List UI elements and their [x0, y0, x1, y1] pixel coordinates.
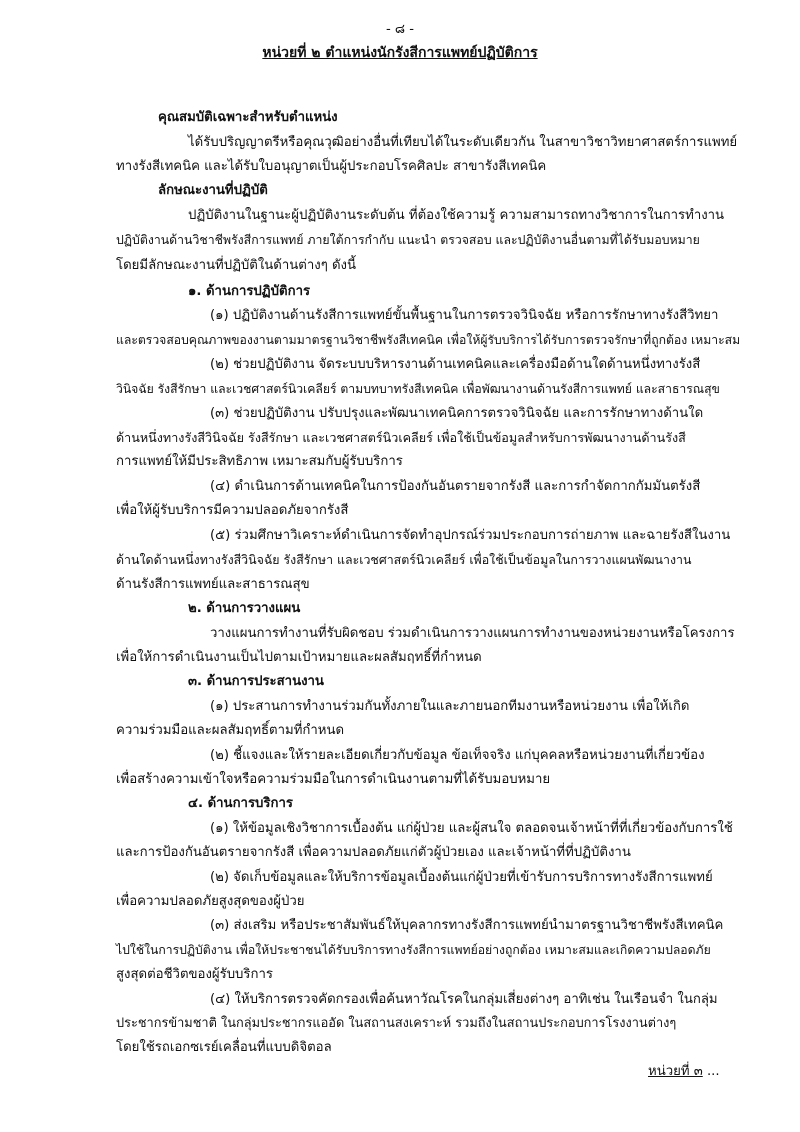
- job-nature-heading: ลักษณะงานที่ปฏิบัติ: [158, 183, 268, 198]
- next-unit-label: หน่วยที่ ๓: [648, 1064, 703, 1079]
- job-nature-line: ปฏิบัติงานด้านวิชาชีพรังสีการแพทย์ ภายใต้การกำกับ แนะนำ ตรวจสอบ และปฏิบัติงานอื่นตามที่ได้รับมอบหมาย: [116, 233, 700, 247]
- qualifications-heading: คุณสมบัติเฉพาะสำหรับตำแหน่ง: [158, 110, 338, 125]
- section-item-line: (๔) ให้บริการตรวจคัดกรองเพื่อค้นหาวัณโรคในกลุ่มเสี่ยงต่างๆ อาทิเช่น ในเรือนจำ ในกลุ่ม: [210, 992, 718, 1007]
- section-heading: ๓. ด้านการประสานงาน: [188, 674, 324, 689]
- section-item-line: การแพทย์ให้มีประสิทธิภาพ เหมาะสมกับผู้รับบริการ: [116, 454, 403, 469]
- job-nature-line: โดยมีลักษณะงานที่ปฏิบัติในด้านต่างๆ ดังนี้: [116, 258, 356, 273]
- page-number: - ๘ -: [385, 22, 415, 37]
- section-item-line: (๔) ดำเนินการด้านเทคนิคในการป้องกันอันตรายจากรังสี และการกำจัดกากกัมมันตรังสี: [210, 479, 701, 494]
- section-item-line: (๓) ส่งเสริม หรือประชาสัมพันธ์ให้บุคลากรทางรังสีการแพทย์นำมาตรฐานวิชาชีพรังสีเทคนิค: [210, 918, 724, 933]
- section-heading: ๑. ด้านการปฏิบัติการ: [188, 284, 311, 299]
- section-item-line: (๒) ชี้แจงและให้รายละเอียดเกี่ยวกับข้อมูล ข้อเท็จจริง แก่บุคคลหรือหน่วยงานที่เกี่ยวข้อง: [210, 748, 705, 763]
- section-item-line: (๑) ให้ข้อมูลเชิงวิชาการเบื้องต้น แก่ผู้ป่วย และผู้สนใจ ตลอดจนเจ้าหน้าที่ที่เกี่ยวข้องกับการใช้: [210, 821, 733, 836]
- section-item-line: (๑) ประสานการทำงานร่วมกันทั้งภายในและภายนอกทีมงานหรือหน่วยงาน เพื่อให้เกิด: [210, 699, 690, 714]
- section-item-line: เพื่อให้การดำเนินงานเป็นไปตามเป้าหมายและผลสัมฤทธิ์ที่กำหนด: [116, 650, 482, 665]
- job-nature-line: ปฏิบัติงานในฐานะผู้ปฏิบัติงานระดับต้น ที่ต้องใช้ความรู้ ความสามารถทางวิชาการในการทำงาน: [188, 208, 725, 223]
- section-item-line: เพื่อสร้างความเข้าใจหรือความร่วมมือในการดำเนินงานตามที่ได้รับมอบหมาย: [116, 772, 551, 787]
- section-item-line: (๓) ช่วยปฏิบัติงาน ปรับปรุงและพัฒนาเทคนิคการตรวจวินิจฉัย และการรักษาทางด้านใด: [210, 406, 704, 421]
- footer-ellipsis: ...: [706, 1064, 720, 1079]
- next-unit-footer: [648, 1062, 720, 1081]
- section-item-line: ประชากรข้ามชาติ ในกลุ่มประชากรแออัด ในสถานสงเคราะห์ รวมถึงในสถานประกอบการโรงงานต่างๆ: [116, 1016, 677, 1031]
- section-item-line: วินิจฉัย รังสีรักษา และเวชศาสตร์นิวเคลียร์ ตามบทบาทรังสีเทคนิค เพื่อพัฒนางานด้านรังสีการแพทย์ และสาธารณสุข: [116, 382, 720, 396]
- section-item-line: สูงสุดต่อชีวิตของผู้รับบริการ: [116, 967, 273, 982]
- section-item-line: และการป้องกันอันตรายจากรังสี เพื่อความปลอดภัยแก่ตัวผู้ป่วยเอง และเจ้าหน้าที่ที่ปฏิบัติงาน: [116, 845, 631, 860]
- section-item-line: เพื่อความปลอดภัยสูงสุดของผู้ป่วย: [116, 894, 305, 909]
- section-item-line: ความร่วมมือและผลสัมฤทธิ์ตามที่กำหนด: [116, 723, 345, 738]
- section-item-line: โดยใช้รถเอกซเรย์เคลื่อนที่แบบดิจิตอล: [116, 1040, 332, 1055]
- section-item-line: (๒) จัดเก็บข้อมูลและให้บริการข้อมูลเบื้องต้นแก่ผู้ป่วยที่เข้ารับการบริการทางรังสีการแพทย์: [210, 870, 713, 885]
- section-item-line: เพื่อให้ผู้รับบริการมีความปลอดภัยจากรังสี: [116, 503, 349, 518]
- qualifications-line: ได้รับปริญญาตรีหรือคุณวุฒิอย่างอื่นที่เทียบได้ในระดับเดียวกัน ในสาขาวิชาวิทยาศาสตร์การแพทย์: [188, 135, 738, 150]
- qualifications-line: ทางรังสีเทคนิค และได้รับใบอนุญาตเป็นผู้ประกอบโรคศิลปะ สาขารังสีเทคนิค: [116, 159, 547, 174]
- section-item-line: ด้านรังสีการแพทย์และสาธารณสุข: [116, 577, 310, 592]
- section-item-line: (๒) ช่วยปฏิบัติงาน จัดระบบบริหารงานด้านเทคนิคและเครื่องมือด้านใดด้านหนึ่งทางรังสี: [210, 357, 701, 372]
- section-item-line: และตรวจสอบคุณภาพของงานตามมาตรฐานวิชาชีพรังสีเทคนิค เพื่อให้ผู้รับบริการได้รับการตรวจรักษาที่ถูกต้อง เหมาะสม: [116, 333, 741, 347]
- section-item-line: (๑) ปฏิบัติงานด้านรังสีการแพทย์ขั้นพื้นฐานในการตรวจวินิจฉัย หรือการรักษาทางรังสีวิทยา: [210, 308, 719, 323]
- section-heading: ๒. ด้านการวางแผน: [188, 601, 301, 616]
- section-item-line: ด้านใดด้านหนึ่งทางรังสีวินิจฉัย รังสีรักษา และเวชศาสตร์นิวเคลียร์ เพื่อใช้เป็นข้อมูลในการวางแผนพัฒนางาน: [116, 552, 692, 567]
- section-item-line: (๕) ร่วมศึกษาวิเคราะห์ดำเนินการจัดทำอุปกรณ์ร่วมประกอบการถ่ายภาพ และฉายรังสีในงาน: [210, 528, 731, 543]
- section-item-line: ด้านหนึ่งทางรังสีวินิจฉัย รังสีรักษา และเวชศาสตร์นิวเคลียร์ เพื่อใช้เป็นข้อมูลสำหรับการพัฒนางานด้านรังสี: [116, 430, 686, 445]
- section-item-line: วางแผนการทำงานที่รับผิดชอบ ร่วมดำเนินการวางแผนการทำงานของหน่วยงานหรือโครงการ: [210, 626, 735, 641]
- section-heading: ๔. ด้านการบริการ: [188, 796, 293, 811]
- section-item-line: ไปใช้ในการปฏิบัติงาน เพื่อให้ประชาชนได้รับบริการทางรังสีการแพทย์อย่างถูกต้อง เหมาะสมและเกิดความปลอดภัย: [116, 943, 711, 957]
- page-title: หน่วยที่ ๒ ตำแหน่งนักรังสีการแพทย์ปฏิบัติการ: [262, 45, 538, 61]
